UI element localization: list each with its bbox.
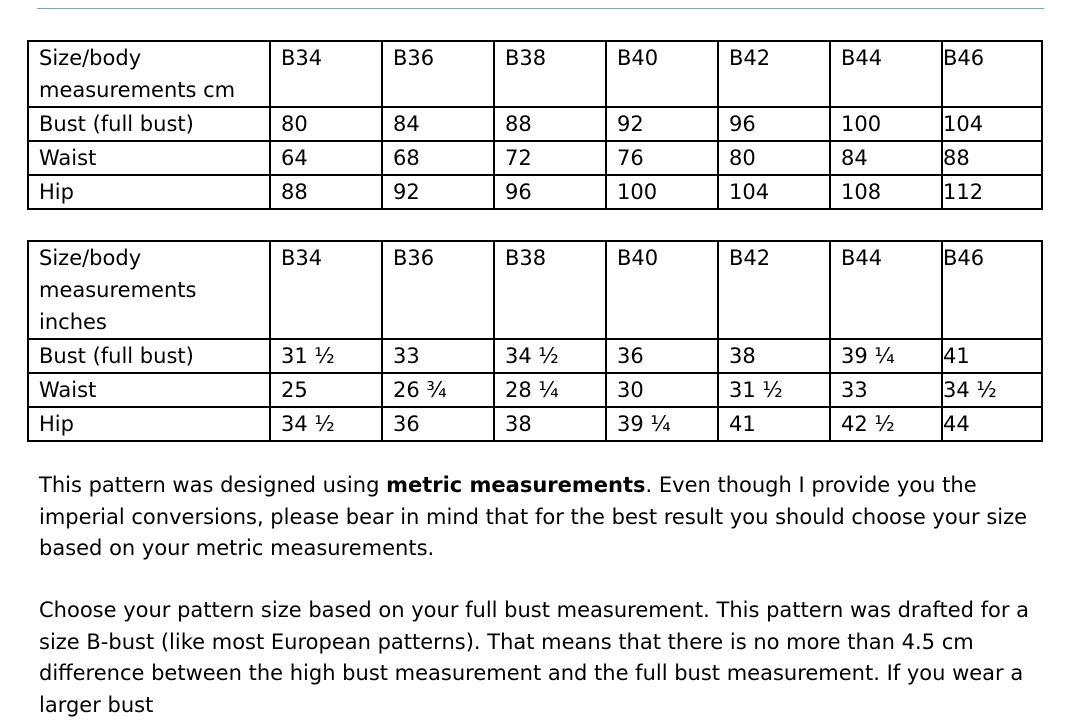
size-header: B36: [382, 41, 494, 107]
table-cell: 68: [382, 141, 494, 175]
table-cell: 64: [270, 141, 382, 175]
imperial-size-table: [27, 240, 1043, 442]
size-header: B46: [942, 41, 1042, 107]
table-cell: 92: [382, 175, 494, 209]
size-header: B38: [494, 241, 606, 339]
table-cell: 25: [270, 373, 382, 407]
table-cell: 41: [942, 339, 1042, 373]
header-label: Size/body measurements inches: [28, 241, 270, 339]
table-header-row: [28, 241, 1042, 339]
table-cell: 33: [382, 339, 494, 373]
table-cell: 42 ½: [830, 407, 942, 441]
row-label: Hip: [28, 407, 270, 441]
row-label: Bust (full bust): [28, 339, 270, 373]
table-cell: 100: [830, 107, 942, 141]
table-cell: 34 ½: [270, 407, 382, 441]
size-header: B36: [382, 241, 494, 339]
table-cell: 80: [718, 141, 830, 175]
size-header: B40: [606, 241, 718, 339]
table-cell: 80: [270, 107, 382, 141]
size-header: B38: [494, 41, 606, 107]
table-cell: 84: [382, 107, 494, 141]
table-cell: 31 ½: [718, 373, 830, 407]
table-cell: 28 ¼: [494, 373, 606, 407]
size-header: B46: [942, 241, 1042, 339]
table-cell: 30: [606, 373, 718, 407]
table-cell: 34 ½: [942, 373, 1042, 407]
table-cell: 88: [270, 175, 382, 209]
table-row: [28, 407, 1042, 441]
table-cell: 88: [942, 141, 1042, 175]
size-header: B34: [270, 41, 382, 107]
table-cell: 41: [718, 407, 830, 441]
header-label: Size/body measurements cm: [28, 41, 270, 107]
table-cell: 31 ½: [270, 339, 382, 373]
table-header-row: [28, 41, 1042, 107]
size-header: B40: [606, 41, 718, 107]
size-header: B44: [830, 241, 942, 339]
row-label: Bust (full bust): [28, 107, 270, 141]
table-cell: 76: [606, 141, 718, 175]
table-cell: 36: [382, 407, 494, 441]
table-row: [28, 107, 1042, 141]
table-cell: 72: [494, 141, 606, 175]
table-cell: 26 ¾: [382, 373, 494, 407]
paragraph-text: . Even though I provide you the imperial conversions, please bear in mind that for the best result you should choose your size based on your metric measurements.: [39, 473, 1028, 560]
size-choice-paragraph: Choose your pattern size based on your full bust measurement. This pattern was drafted for a size B-bust (like most European patterns). That means that there is no more than 4.5 cm difference between the high bust measurement and the full bust measurement. If you wear a larger bust: [39, 598, 1030, 717]
table-cell: 44: [942, 407, 1042, 441]
table-cell: 36: [606, 339, 718, 373]
row-label: Waist: [28, 141, 270, 175]
table-cell: 96: [718, 107, 830, 141]
table-row: [28, 339, 1042, 373]
top-divider: [37, 8, 1044, 9]
size-header: B42: [718, 241, 830, 339]
table-cell: 34 ½: [494, 339, 606, 373]
table-cell: 104: [718, 175, 830, 209]
size-header: B44: [830, 41, 942, 107]
table-cell: 39 ¼: [606, 407, 718, 441]
row-label: Waist: [28, 373, 270, 407]
table-cell: 112: [942, 175, 1042, 209]
bold-emphasis: metric measurements: [386, 473, 646, 497]
table-row: [28, 373, 1042, 407]
table-cell: 104: [942, 107, 1042, 141]
table-cell: 108: [830, 175, 942, 209]
table-cell: 92: [606, 107, 718, 141]
table-cell: 38: [718, 339, 830, 373]
table-row: [28, 141, 1042, 175]
table-cell: 88: [494, 107, 606, 141]
metric-size-table: [27, 40, 1043, 210]
table-cell: 38: [494, 407, 606, 441]
metric-note-paragraph: [39, 470, 1049, 565]
paragraph-text: This pattern was designed using: [39, 473, 387, 497]
table-cell: 100: [606, 175, 718, 209]
table-cell: 84: [830, 141, 942, 175]
table-row: [28, 175, 1042, 209]
size-header: B42: [718, 41, 830, 107]
table-cell: 96: [494, 175, 606, 209]
table-cell: 39 ¼: [830, 339, 942, 373]
size-header: B34: [270, 241, 382, 339]
row-label: Hip: [28, 175, 270, 209]
table-cell: 33: [830, 373, 942, 407]
